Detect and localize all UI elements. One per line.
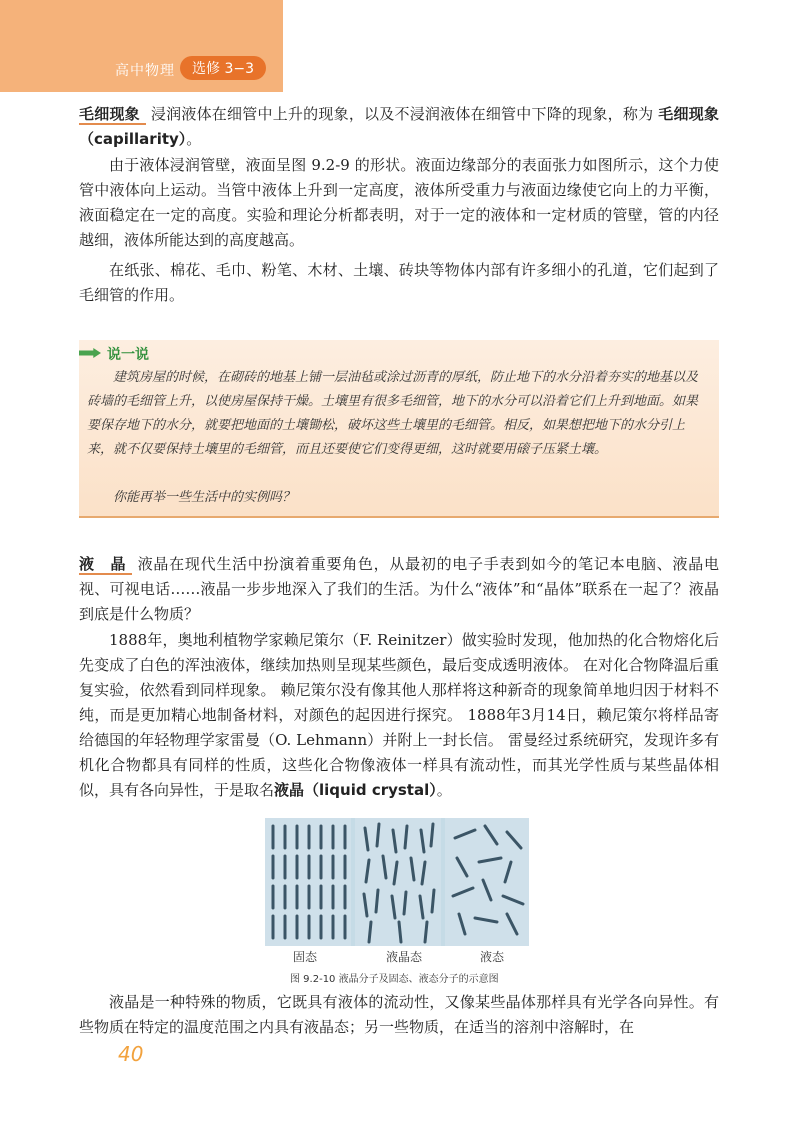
lc-paragraph-2 — [79, 628, 719, 803]
capillarity-paragraph-1 — [79, 102, 719, 152]
solid-molecules — [265, 818, 351, 946]
lc-term: 液 晶 — [79, 555, 132, 575]
lc-term-en: 液晶（liquid crystal） — [274, 781, 437, 799]
discuss-box — [79, 340, 719, 518]
capillarity-paragraph-3: 在纸张、棉花、毛巾、粉笔、木材、土壤、砖块等物体内部有许多细小的孔道，它们起到了毛细管的作用。 — [79, 261, 719, 304]
capillarity-term: 毛细现象 — [79, 105, 146, 125]
caption-solid: 固态 — [293, 950, 318, 964]
discuss-body: 建筑房屋的时候，在砌砖的地基上铺一层油毡或涂过沥青的厚纸，防止地下的水分沿着夯实的地基以及砖墙的毛细管上升，以使房屋保持干燥。土壤里有很多毛细管，地下的水分可以沿着它们上升到地面。如果要保存地下的水分，就要把地面的土壤锄松，破坏这些土壤里的毛细管。相反，如果想把地下的水分引上来，就不仅要保持土壤里的毛细管，而且还要使它们变得更细，这时就要用磙子压紧土壤。 — [87, 370, 699, 457]
arrow-icon — [79, 348, 101, 358]
solid-panel — [265, 818, 351, 946]
liquid-crystal-panel — [355, 818, 441, 946]
punct: 。 — [436, 781, 452, 799]
lc-p1: 液晶在现代生活中扮演着重要角色，从最初的电子手表到如今的笔记本电脑、液晶电视、可视电话……液晶一步步地深入了我们的生活。为什么“液体”和“晶体”联系在一起了？液晶到底是什么物质？ — [79, 555, 719, 623]
lc-p2: 1888年，奥地利植物学家赖尼策尔（F. Reinitzer）做实验时发现，他加热的化合物熔化后先变成了白色的浑浊液体，继续加热则呈现某些颜色，最后变成透明液体。 在对化合物降温后重复实验，依然看到同样现象。 赖尼策尔没有像其他人那样将这种新奇的现象简单地归因于材料不纯，而是更加精心地制备材料，对颜色的起因进行探究。 1888年3月14日，赖尼策尔将样品寄给德国的年轻物理学家雷曼（O. Lehmann）并附上一封长信。 雷曼经过系统研究，发现许多有机化合物都具有同样的性质，这些化合物像液体一样具有流动性，而其光学性质与某些晶体相似，具有各向异性，于是取名 — [79, 631, 719, 799]
lc-molecules — [355, 818, 441, 946]
lc-paragraph-1 — [79, 552, 719, 627]
caption-liquid-crystal: 液晶态 — [386, 950, 423, 964]
discuss-question: 你能再举一些生活中的实例吗？ — [113, 490, 296, 505]
liquid-panel — [445, 818, 529, 946]
figure-title: 图 9.2-10 液晶分子及固态、液态分子的示意图 — [290, 974, 499, 985]
discuss-title: 说一说 — [107, 347, 149, 363]
punct: 。 — [186, 130, 202, 148]
capillarity-term-en: 毛细现象（capillarity） — [79, 105, 719, 148]
book-title: 高中物理 — [115, 63, 175, 79]
molecule-figure — [265, 818, 529, 946]
header-band — [0, 0, 283, 92]
caption-liquid: 液态 — [480, 950, 505, 964]
page-number: 40 — [118, 1042, 144, 1066]
capillarity-paragraph-2: 由于液体浸润管壁，液面呈图 9.2-9 的形状。液面边缘部分的表面张力如图所示，这个力使管中液体向上运动。当管中液体上升到一定高度，液体所受重力与液面边缘使它向上的力平衡，液面稳定在一定的高度。实验和理论分析都表明，对于一定的液体和一定材质的管壁，管的内径越细，液体所能达到的高度越高。 — [79, 156, 719, 249]
module-badge: 选修 3−3 — [180, 56, 266, 80]
liquid-molecules — [445, 818, 529, 946]
capillarity-intro: 浸润液体在细管中上升的现象，以及不浸润液体在细管中下降的现象，称为 — [150, 105, 654, 123]
lc-paragraph-3: 液晶是一种特殊的物质，它既具有液体的流动性，又像某些晶体那样具有光学各向异性。有些物质在特定的温度范围之内具有液晶态；另一些物质，在适当的溶剂中溶解时，在 — [79, 993, 719, 1036]
